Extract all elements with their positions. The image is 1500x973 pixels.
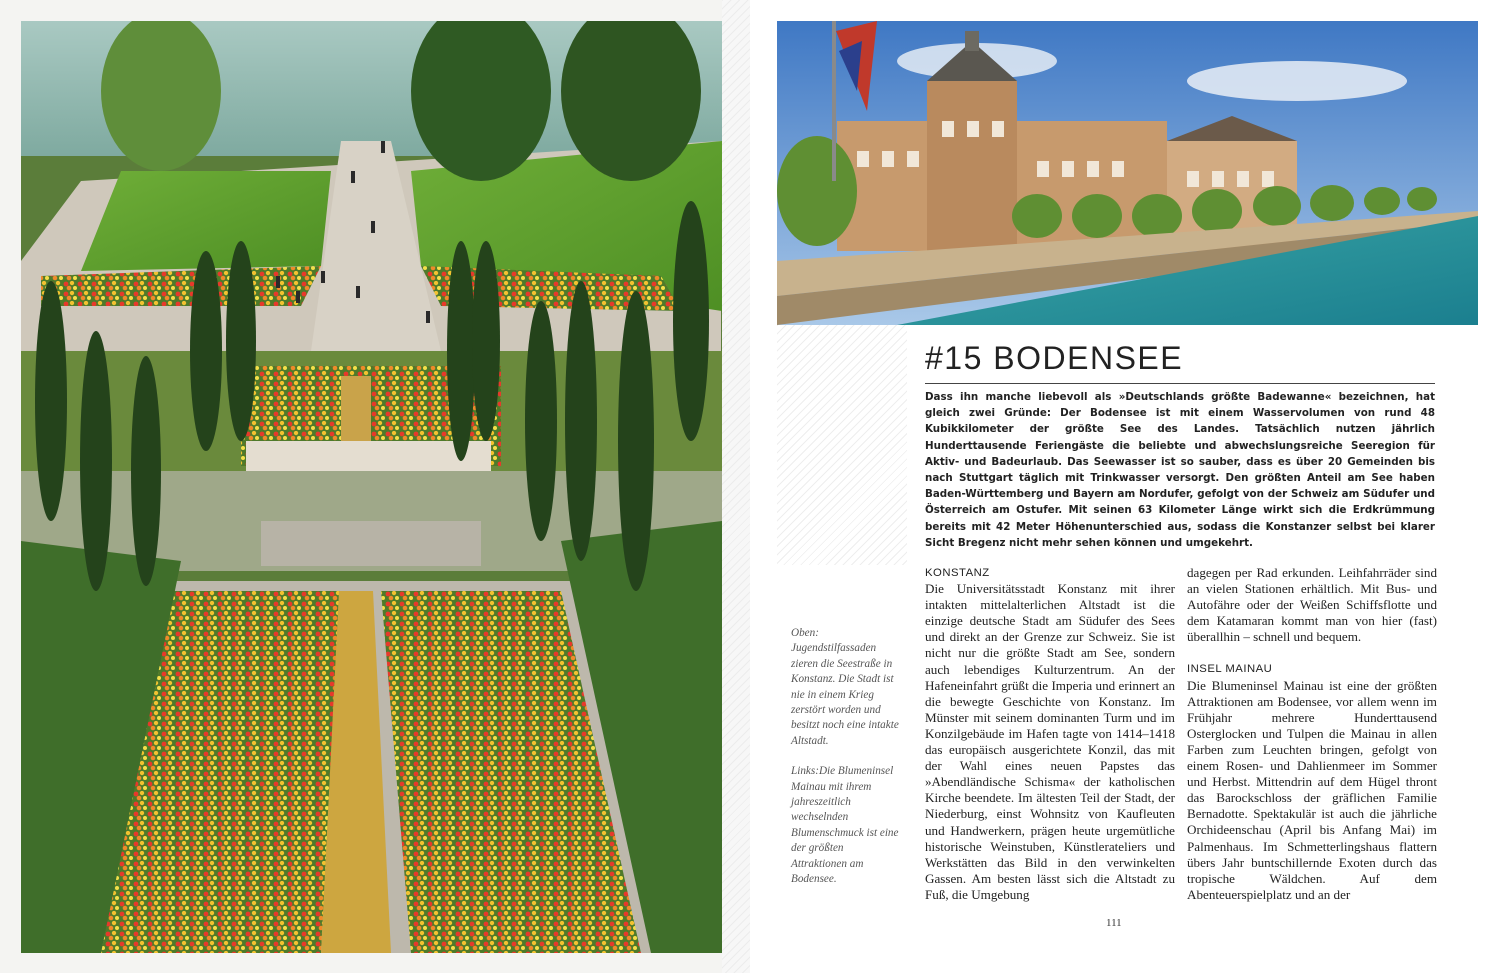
- page-number: 111: [1106, 917, 1122, 929]
- section-spacer: [1187, 645, 1437, 661]
- text-column-right: [1187, 565, 1437, 903]
- caption-hatch-pattern: [777, 325, 907, 565]
- section-text-konstanz: Die Universitätsstadt Konstanz mit ihrer intakten mittelalterlichen Altstadt ist die einzige deutsche Stadt am Südufer des Sees und direkt an der Grenze zur Schweiz. Sie ist nicht nur die größte Stadt am See, sondern auch lebendiges Kulturzentrum. An der Hafeneinfahrt grüßt die Imperia und erinnert an die bewegte Geschichte von Konstanz. Im Münster mit seinem dominanten Turm und im Konzilgebäude im Hafen tagte von 1414–1418 das europäisch ausgerichtete Konzil, das mit der Wahl eines neuen Papstes das »Abendländische Schisma« der katholischen Kirche beendete. Im ältesten Teil der Stadt, der Niederburg, einst Wohnsitz von Kaufleuten und Handwerkern, prägen heute urgemütliche historische Weinstuben, Künstlerateliers und Werkstätten das Bild in den verwinkelten Gassen. Am besten lässt sich die Altstadt zu Fuß, die Umgebung: [925, 581, 1175, 902]
- caption-top: Oben: Jugendstilfassaden zieren die Seestraße in Konstanz. Die Stadt ist nie in einem Krieg zerstört worden und besitzt noch eine intakte Altstadt.: [791, 627, 899, 747]
- mainau-garden-photo: [21, 21, 722, 953]
- title-rule: [925, 383, 1435, 384]
- page-title: #15 BODENSEE: [925, 340, 1184, 376]
- section-text-konstanz-continued: dagegen per Rad erkunden. Leihfahrräder sind an vielen Stationen erhältlich. Mit Bus- und Autofähre oder der Weißen Schiffsflotte und dem Katamaran kommt man von hier (fast) überallhin – schnell und bequem.: [1187, 565, 1437, 645]
- text-column-left: [925, 565, 1175, 903]
- section-text-mainau: Die Blumeninsel Mainau ist eine der größten Attraktionen am Bodensee, vor allem wenn im Frühjahr mehrere Hunderttausend Osterglocken und Tulpen die Mainau in allen Farben zum Leuchten bringen, gefolgt von einem Rosen- und Dahlienmeer im Sommer und Herbst. Mittendrin auf dem Hügel thront das Barockschloss der gräflichen Familie Bernadotte. Spektakulär ist auch die jährliche Orchideenschau (April bis Anfang Mai) im Palmenhaus. Im Schmetterlingshaus flattern übers Jahr buntschillernde Exoten durch das tropische Wäldchen. Auf dem Abenteuerspielplatz und an der: [1187, 677, 1437, 902]
- intro-paragraph: Dass ihn manche liebevoll als »Deutschlands größte Badewanne« bezeichnen, hat gleich zwei Gründe: Der Bodensee ist mit einem Wasservolumen von rund 48 Kubikkilometer der größte See des Landes. Tatsächlich nutzen jährlich Hunderttausende Feriengäste die beliebte und abwechslungsreiche Seeregion für Aktiv- und Badeurlaub. Das Seewasser ist so sauber, dass es über 20 Gemeinden bis nach Stuttgart täglich mit Trinkwasser versorgt. Den größten Anteil am See haben Baden-Württemberg und Bayern am Nordufer, gefolgt von der Schweiz am Südufer und Österreich am Ostufer. Mit seinen 63 Kilometer Länge wirkt sich die Erdkrümmung bereits mit 42 Meter Höhenunterschied aus, sodass die Konstanzer selbst bei klarer Sicht Bregenz nicht mehr sehen können und umgekehrt.: [925, 391, 1435, 549]
- section-heading-mainau: INSEL MAINAU: [1187, 663, 1273, 676]
- photo-captions: [791, 626, 901, 903]
- section-heading-konstanz: KONSTANZ: [925, 567, 990, 579]
- konstanz-seestrasse-photo: [777, 21, 1478, 325]
- caption-left: Links:Die Blumeninsel Mainau mit ihrem jahreszeitlich wechselnden Blumenschmuck ist eine der größten Attraktionen am Bodensee.: [791, 765, 899, 886]
